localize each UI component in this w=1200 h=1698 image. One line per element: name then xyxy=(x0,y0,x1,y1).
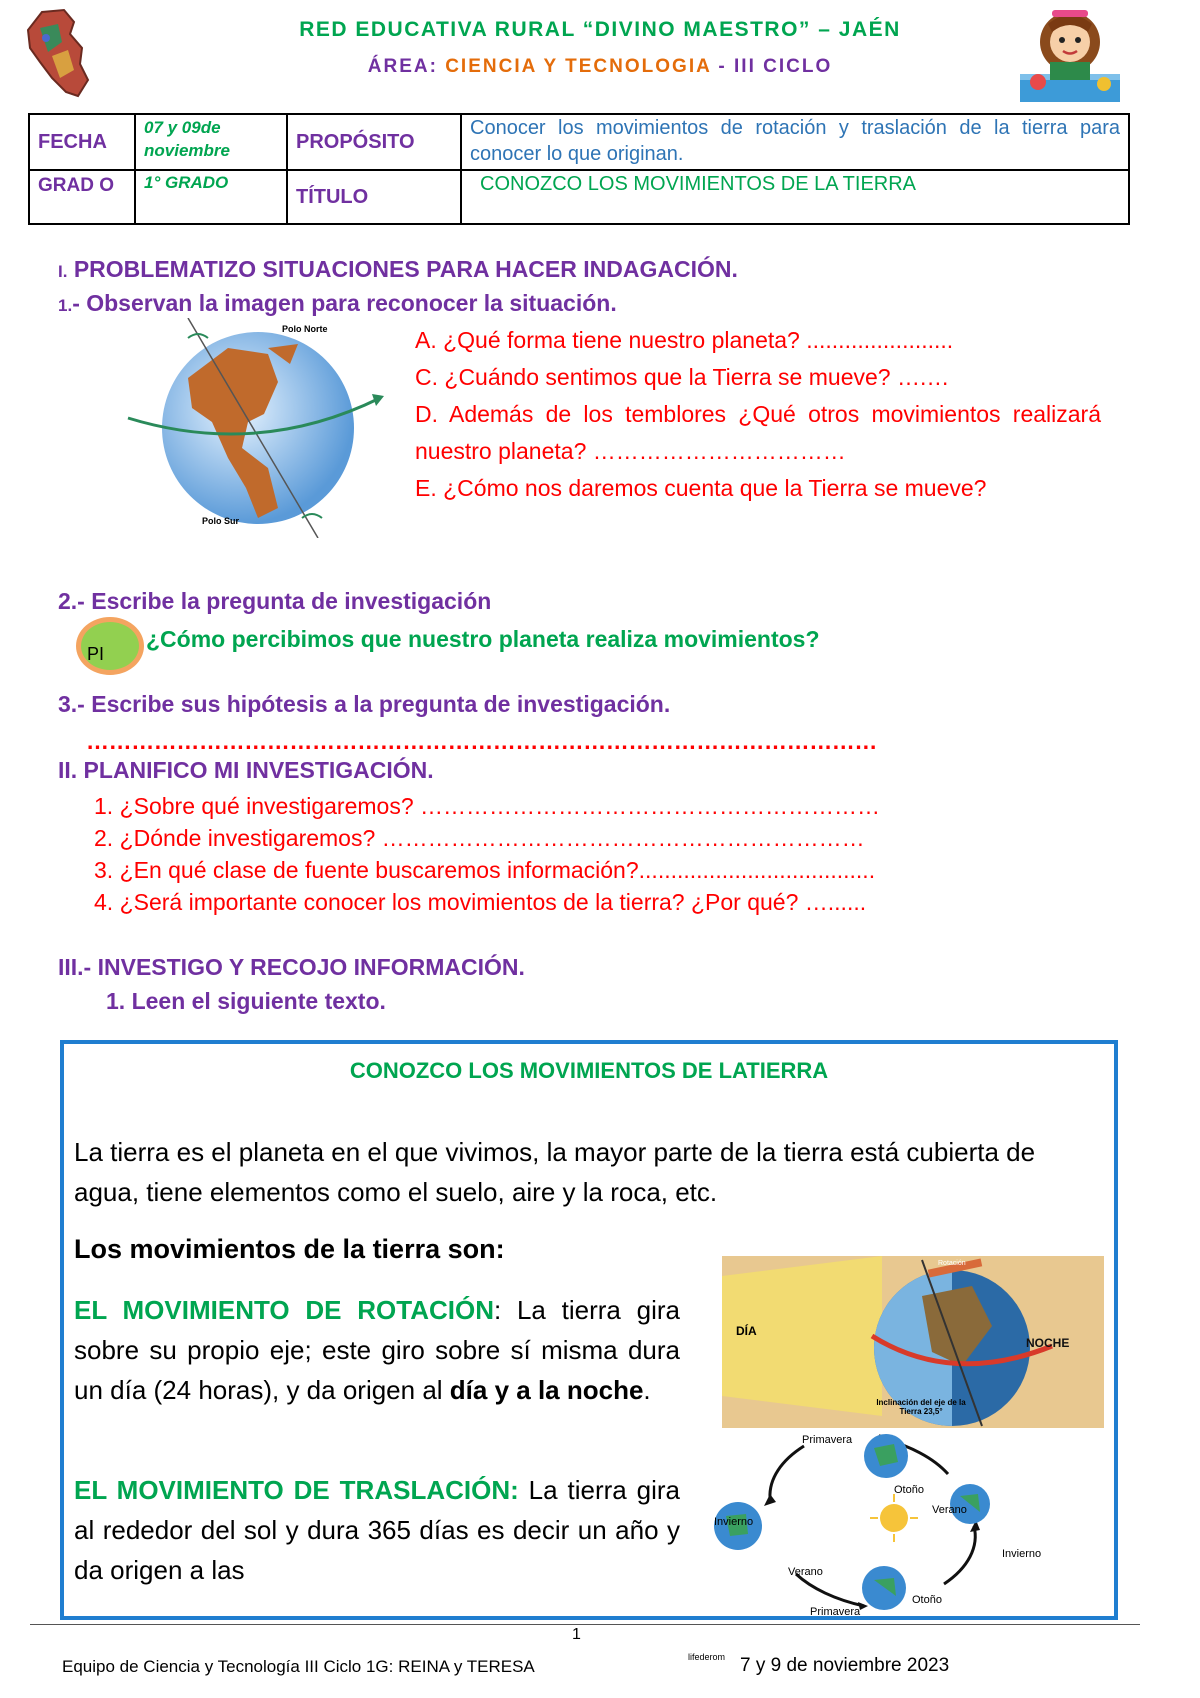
rotation-arrow-label: Rotación xyxy=(938,1260,966,1267)
planning-item: 1. ¿Sobre qué investigaremos? …………………………………………………… xyxy=(94,793,881,819)
south-pole-label: Polo Sur xyxy=(202,516,240,526)
rotation-paragraph: EL MOVIMIENTO DE ROTACIÓN: La tierra gira sobre su propio eje; este giro sobre sí misma dura un día (24 horas), y da origen al día y a la noche. xyxy=(74,1295,681,1405)
titulo-value: CONOZCO LOS MOVIMIENTOS DE LA TIERRA xyxy=(480,173,917,195)
question-list xyxy=(415,322,1101,507)
footer-rule xyxy=(30,1624,1140,1625)
seasons-cycle-image xyxy=(684,1434,1104,1618)
area-subtitle: ÁREA: CIENCIA Y TECNOLOGIA - III CICLO xyxy=(367,56,833,77)
season-label: Invierno xyxy=(714,1516,754,1528)
day-night-image xyxy=(722,1256,1104,1428)
section-ii-heading: II. PLANIFICO MI INVESTIGACIÓN. xyxy=(58,757,434,783)
season-label: Verano xyxy=(932,1504,967,1516)
footer-date: 7 y 9 de noviembre 2023 xyxy=(740,1655,950,1676)
night-label: NOCHE xyxy=(1026,1336,1070,1350)
grado-label: GRAD O xyxy=(38,175,114,196)
session-info-table xyxy=(28,113,1130,225)
season-label: Primavera xyxy=(810,1606,861,1618)
section-3-heading: 3.- Escribe sus hipótesis a la pregunta de investigación. xyxy=(58,691,671,717)
day-label: DÍA xyxy=(736,1324,757,1338)
footer-team: Equipo de Ciencia y Tecnología III Ciclo 1G: REINA y TERESA xyxy=(62,1657,535,1676)
question-e: E. ¿Cómo nos daremos cuenta que la Tierra se mueve? xyxy=(415,475,987,501)
network-title: RED EDUCATIVA RURAL “DIVINO MAESTRO” – JAÉN xyxy=(299,18,901,41)
hypothesis-dots: …………………………………………………………………………………………… xyxy=(86,728,878,754)
reading-intro: La tierra es el planeta en el que vivimos, la mayor parte de la tierra está cubierta de agua, tiene elementos como el suelo, aire y la roca, etc. xyxy=(74,1137,1036,1207)
north-pole-label: Polo Norte xyxy=(282,324,328,334)
globe-rotation-image xyxy=(118,318,388,538)
planning-list xyxy=(94,790,880,918)
planning-item: 2. ¿Dónde investigaremos? ……………………………………………………… xyxy=(94,825,865,851)
question-a: A. ¿Qué forma tiene nuestro planeta? ....................... xyxy=(415,327,954,353)
season-label: Primavera xyxy=(802,1434,853,1446)
fecha-label: FECHA xyxy=(38,130,107,153)
section-iii-step: 1. Leen el siguiente texto. xyxy=(106,988,386,1014)
pi-badge: PI xyxy=(76,617,144,675)
reading-box xyxy=(60,1040,1118,1620)
research-question: ¿Cómo percibimos que nuestro planeta realiza movimientos? xyxy=(146,626,820,652)
question-d: D. Además de los temblores ¿Qué otros movimientos realizará nuestro planeta? …………………………… xyxy=(415,401,1101,464)
question-c: C. ¿Cuándo sentimos que la Tierra se mueve? ….… xyxy=(415,364,950,390)
proposito-label: PROPÓSITO xyxy=(296,130,415,153)
season-label: Invierno xyxy=(1002,1548,1042,1560)
section-2-heading: 2.- Escribe la pregunta de investigación xyxy=(58,588,492,614)
season-label: Verano xyxy=(788,1566,823,1578)
grado-value: 1° GRADO xyxy=(144,173,229,192)
step-1-instruction: 1.- Observan la imagen para reconocer la situación. xyxy=(58,290,617,316)
titulo-label: TÍTULO xyxy=(296,185,369,208)
planning-item: 3. ¿En qué clase de fuente buscaremos información?..................................... xyxy=(94,857,876,883)
page-number: 1 xyxy=(572,1626,581,1643)
season-label: Otoño xyxy=(894,1484,924,1496)
tilt-label: Inclinación del eje de la Tierra 23,5° xyxy=(876,1398,966,1416)
section-iii-heading: III.- INVESTIGO Y RECOJO INFORMACIÓN. xyxy=(58,954,525,980)
planning-item: 4. ¿Será importante conocer los movimientos de la tierra? ¿Por qué? …...... xyxy=(94,889,867,915)
translation-paragraph: EL MOVIMIENTO DE TRASLACIÓN: La tierra gira al rededor del sol y dura 365 días es decir un año y da origen a las xyxy=(74,1475,680,1585)
season-label: Otoño xyxy=(912,1594,942,1606)
reading-title: CONOZCO LOS MOVIMIENTOS DE LATIERRA xyxy=(349,1058,829,1083)
footer-small-note: lifederom xyxy=(688,1652,726,1662)
section-i-heading: I. PROBLEMATIZO SITUACIONES PARA HACER INDAGACIÓN. xyxy=(58,256,738,282)
fecha-value: 07 y 09de noviembre xyxy=(144,118,230,160)
reading-subhead: Los movimientos de la tierra son: xyxy=(74,1234,505,1264)
proposito-value: Conocer los movimientos de rotación y traslación de la tierra para conocer lo que originan. xyxy=(470,117,1120,165)
